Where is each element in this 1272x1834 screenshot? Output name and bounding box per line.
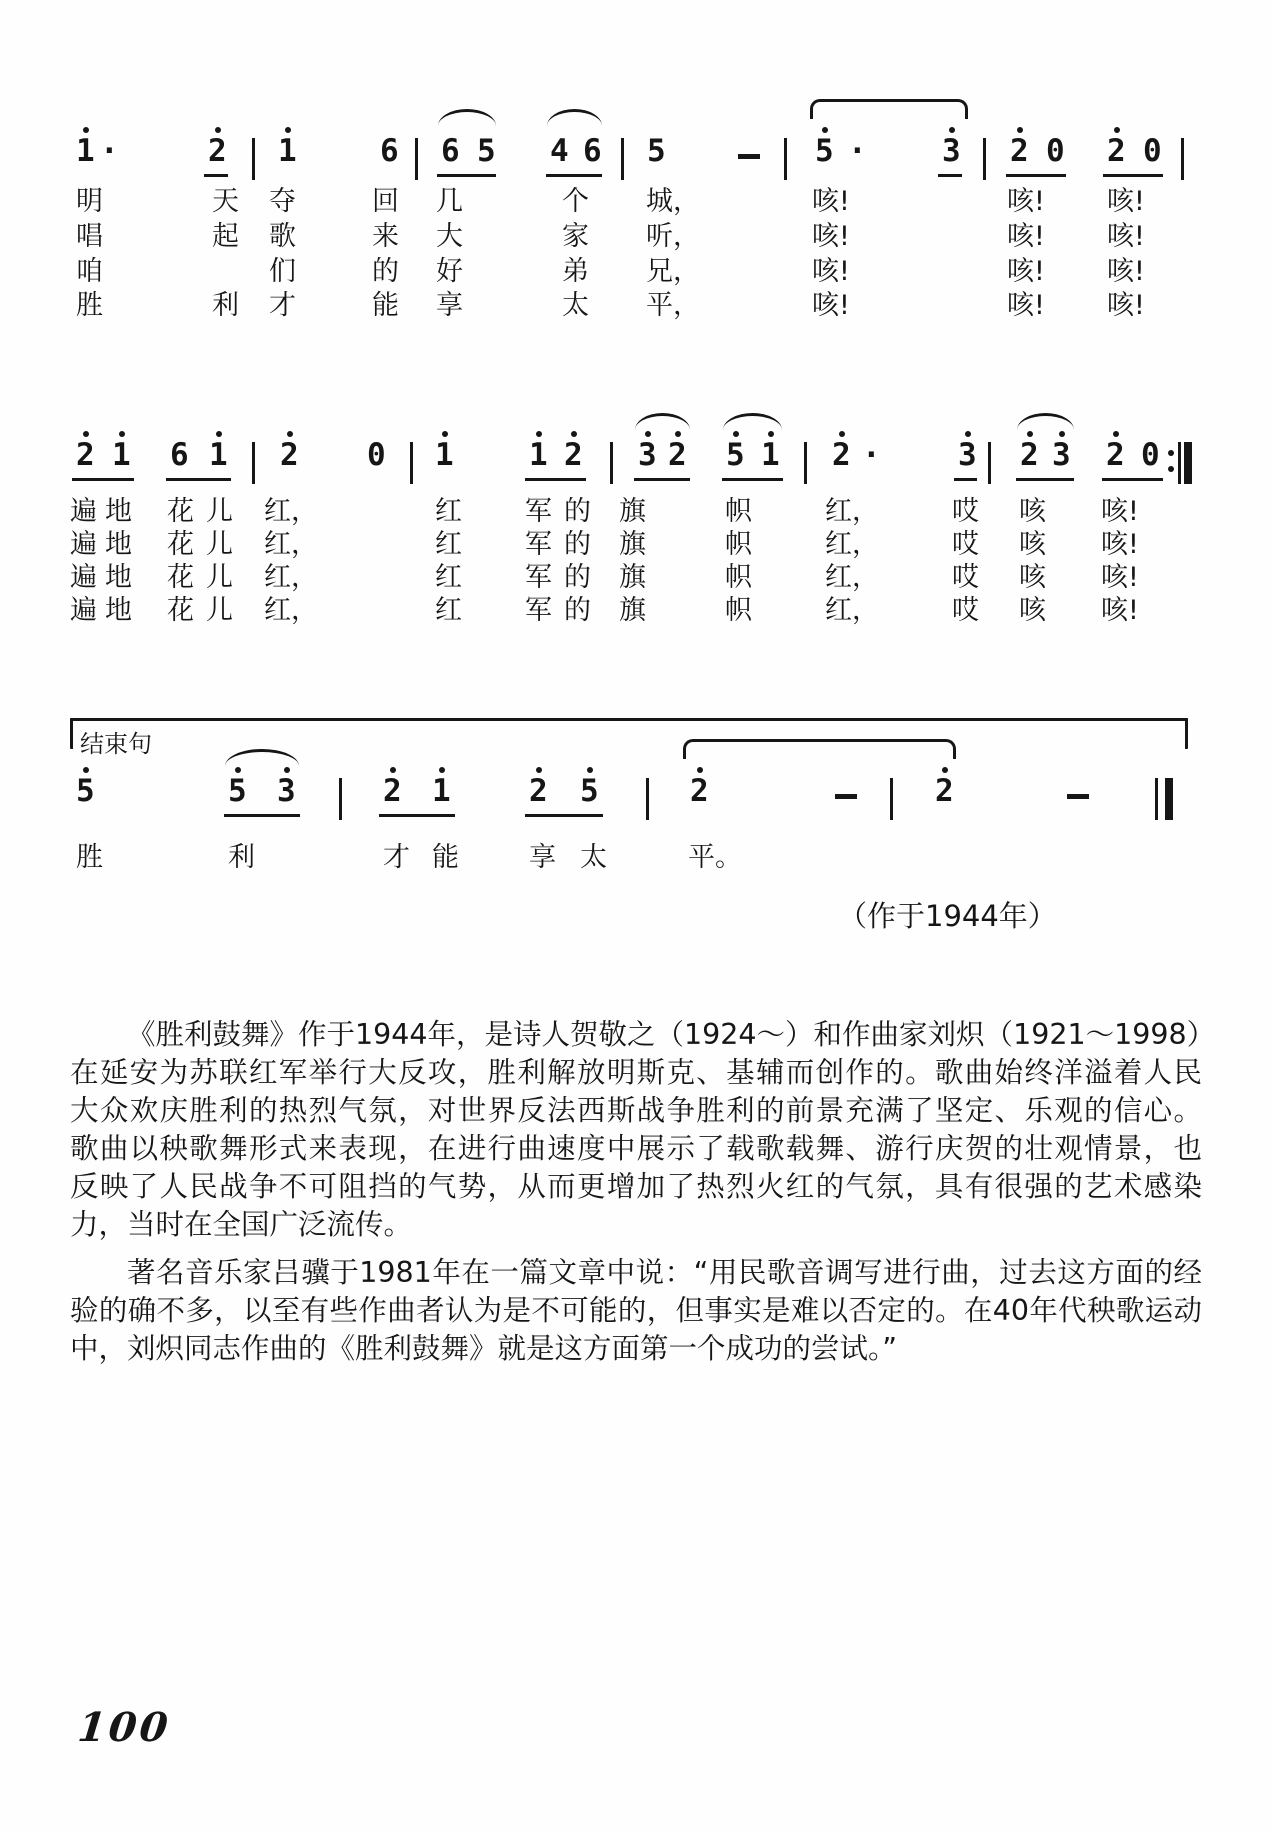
- lyric-syllable: 红，: [264, 529, 318, 560]
- augmentation-dot: ·: [100, 133, 119, 169]
- note-digit: 1: [76, 133, 95, 169]
- lyric-syllable: 旗: [619, 595, 646, 626]
- lyric-syllable: 胜: [76, 290, 103, 321]
- note-digit: 2: [280, 437, 299, 473]
- lyric-syllable: 帜: [725, 529, 752, 560]
- barline: [784, 138, 787, 180]
- lyric-syllable: 的: [564, 529, 591, 560]
- note-digit: 1: [432, 773, 451, 809]
- lyric-syllable: 的: [564, 595, 591, 626]
- repeat-barline-thick: [1184, 442, 1192, 484]
- note-digit: 0: [1141, 437, 1160, 473]
- octave-dot: [390, 767, 396, 773]
- lyric-syllable: 回: [372, 186, 399, 217]
- lyric-syllable: 平，: [646, 290, 700, 321]
- note-digit: 5: [76, 773, 95, 809]
- lyric-syllable: 个: [562, 186, 589, 217]
- lyric-syllable: 红: [435, 562, 462, 593]
- lyric-syllable: 军: [525, 595, 552, 626]
- beam-underline: [954, 478, 977, 481]
- lyric-syllable: 夺: [269, 186, 296, 217]
- octave-dot: [1059, 431, 1065, 437]
- paragraph-line: 中，刘炽同志作曲的《胜利鼓舞》就是这方面第一个成功的尝试。”: [70, 1332, 898, 1365]
- notation-line-ending: [0, 748, 1272, 844]
- repeat-barline-thin: [1178, 442, 1181, 484]
- dash-extension-note: [1067, 794, 1089, 799]
- octave-dot: [235, 767, 241, 773]
- lyric-syllable: 花: [167, 562, 194, 593]
- beam-underline: [525, 814, 603, 817]
- lyric-syllable: 享: [436, 290, 463, 321]
- lyric-syllable: 红，: [825, 529, 879, 560]
- note-digit: 1: [278, 133, 297, 169]
- paragraph-line: 验的确不多，以至有些作曲者认为是不可能的，但事实是难以否定的。在40年代秧歌运动: [70, 1294, 1202, 1327]
- lyric-syllable: 歌: [269, 221, 296, 252]
- barline: [610, 442, 613, 484]
- lyric-syllable: 儿: [206, 595, 233, 626]
- note-digit: 2: [564, 437, 583, 473]
- note-digit: 5: [580, 773, 599, 809]
- note-digit: 5: [477, 133, 496, 169]
- lyric-syllable: 旗: [619, 496, 646, 527]
- note-digit: 1: [761, 437, 780, 473]
- lyric-syllable: 好: [436, 256, 463, 287]
- lyric-syllable: 红: [435, 496, 462, 527]
- note-digit: 0: [1046, 133, 1065, 169]
- barline: [339, 778, 342, 820]
- lyric-syllable: 家: [562, 221, 589, 252]
- lyric-syllable: 平。: [688, 842, 742, 873]
- octave-dot: [439, 767, 445, 773]
- paragraph-line: 《胜利鼓舞》作于1944年，是诗人贺敬之（1924～）和作曲家刘炽（1921～1998）: [127, 1018, 1216, 1051]
- repeat-dot: [1168, 450, 1174, 456]
- note-digit: 6: [441, 133, 460, 169]
- note-digit: 4: [550, 133, 569, 169]
- note-digit: 3: [638, 437, 657, 473]
- lyric-syllable: 儿: [206, 562, 233, 593]
- lyric-syllable: 咳: [1019, 496, 1046, 527]
- lyric-syllable: 听，: [646, 221, 700, 252]
- note-digit: 5: [228, 773, 247, 809]
- repeat-dot: [1168, 466, 1174, 472]
- lyric-syllable: 旗: [619, 562, 646, 593]
- lyric-syllable: 城，: [646, 186, 700, 217]
- octave-dot: [768, 431, 774, 437]
- octave-dot: [216, 431, 222, 437]
- tie-bracket: [810, 99, 968, 119]
- barline: [646, 778, 649, 820]
- lyric-syllable: 几: [436, 186, 463, 217]
- lyric-syllable: 红，: [264, 562, 318, 593]
- lyric-syllable: 大: [436, 221, 463, 252]
- note-digit: 5: [726, 437, 745, 473]
- lyric-syllable: 花: [167, 529, 194, 560]
- lyric-syllable: 咳!: [1107, 290, 1145, 321]
- lyric-syllable: 的: [564, 496, 591, 527]
- note-digit: 2: [1107, 133, 1126, 169]
- note-digit: 6: [170, 437, 189, 473]
- note-digit: 1: [112, 437, 131, 473]
- lyric-syllable: 咳!: [1007, 290, 1045, 321]
- ending-section-bracket: [70, 718, 1188, 749]
- lyric-syllable: 利: [228, 842, 255, 873]
- note-digit: 2: [690, 773, 709, 809]
- octave-dot: [949, 127, 955, 133]
- lyric-syllable: 红，: [825, 562, 879, 593]
- paragraph-line: 在延安为苏联红军举行大反攻，胜利解放明斯克、基辅而创作的。歌曲始终洋溢着人民: [70, 1056, 1202, 1089]
- beam-underline: [722, 478, 783, 481]
- note-digit: 0: [367, 437, 386, 473]
- lyric-syllable: 咳!: [812, 186, 850, 217]
- lyric-syllable: 能: [432, 842, 459, 873]
- lyric-syllable: 唱: [76, 221, 103, 252]
- barline: [988, 442, 991, 484]
- note-digit: 2: [1010, 133, 1029, 169]
- lyric-syllable: 享: [529, 842, 556, 873]
- note-digit: 2: [668, 437, 687, 473]
- octave-dot: [536, 431, 542, 437]
- note-digit: 2: [208, 133, 227, 169]
- lyric-syllable: 儿: [206, 496, 233, 527]
- lyric-syllable: 明: [76, 186, 103, 217]
- lyric-syllable: 咳!: [1107, 221, 1145, 252]
- octave-dot: [1017, 127, 1023, 133]
- lyric-syllable: 哎: [952, 496, 979, 527]
- beam-underline: [166, 478, 231, 481]
- octave-dot: [1027, 431, 1033, 437]
- note-digit: 2: [529, 773, 548, 809]
- lyric-syllable: 红，: [825, 496, 879, 527]
- notation-line-2: [0, 412, 1272, 508]
- lyric-syllable: 能: [372, 290, 399, 321]
- paragraph-line: 反映了人民战争不可阻挡的气势，从而更增加了热烈火红的气氛，具有很强的艺术感染: [70, 1170, 1202, 1203]
- octave-dot: [942, 767, 948, 773]
- lyric-syllable: 们: [269, 256, 296, 287]
- octave-dot: [536, 767, 542, 773]
- lyric-syllable: 哎: [952, 529, 979, 560]
- lyric-syllable: 胜: [76, 842, 103, 873]
- slur-arc: [635, 413, 690, 430]
- octave-dot: [675, 431, 681, 437]
- lyric-syllable: 军: [525, 496, 552, 527]
- lyric-syllable: 咳: [1019, 595, 1046, 626]
- octave-dot: [83, 767, 89, 773]
- octave-dot: [284, 767, 290, 773]
- barline: [252, 442, 255, 484]
- page-number: 100: [75, 1704, 173, 1751]
- barline: [621, 138, 624, 180]
- note-digit: 5: [815, 133, 834, 169]
- lyric-syllable: 军: [525, 529, 552, 560]
- barline: [415, 138, 418, 180]
- ending-section-label: 结束句: [80, 730, 152, 758]
- octave-dot: [822, 127, 828, 133]
- beam-underline: [379, 814, 455, 817]
- lyric-syllable: 才: [269, 290, 296, 321]
- octave-dot: [83, 431, 89, 437]
- lyric-syllable: 的: [372, 256, 399, 287]
- beam-underline: [1006, 174, 1066, 177]
- final-barline-thick: [1165, 778, 1173, 820]
- augmentation-dot: ·: [862, 437, 881, 473]
- octave-dot: [733, 431, 739, 437]
- lyric-syllable: 咳!: [812, 290, 850, 321]
- lyric-syllable: 花: [167, 595, 194, 626]
- barline: [410, 442, 413, 484]
- note-digit: 0: [1143, 133, 1162, 169]
- lyric-syllable: 咳!: [812, 221, 850, 252]
- lyric-syllable: 地: [105, 595, 132, 626]
- augmentation-dot: ·: [848, 133, 867, 169]
- composition-date-note: （作于1944年）: [838, 899, 1057, 933]
- lyric-syllable: 咳!: [812, 256, 850, 287]
- lyric-syllable: 地: [105, 562, 132, 593]
- slur-arc: [723, 413, 782, 430]
- lyric-syllable: 的: [564, 562, 591, 593]
- octave-dot: [587, 767, 593, 773]
- note-digit: 2: [76, 437, 95, 473]
- octave-dot: [1114, 127, 1120, 133]
- lyric-syllable: 红: [435, 529, 462, 560]
- beam-underline: [546, 174, 602, 177]
- lyric-syllable: 遍: [70, 562, 97, 593]
- octave-dot: [119, 431, 125, 437]
- lyric-syllable: 才: [383, 842, 410, 873]
- lyric-syllable: 军: [525, 562, 552, 593]
- lyric-syllable: 遍: [70, 496, 97, 527]
- beam-underline: [1016, 478, 1074, 481]
- octave-dot: [965, 431, 971, 437]
- lyric-syllable: 咳: [1019, 562, 1046, 593]
- beam-underline: [1102, 478, 1163, 481]
- lyric-syllable: 遍: [70, 595, 97, 626]
- beam-underline: [437, 174, 496, 177]
- barline: [983, 138, 986, 180]
- octave-dot: [839, 431, 845, 437]
- lyric-syllable: 咳!: [1107, 186, 1145, 217]
- dash-extension-note: [738, 154, 760, 159]
- lyric-syllable: 咳!: [1007, 221, 1045, 252]
- commentary-paragraph-2: [70, 1254, 1202, 1368]
- note-digit: 3: [277, 773, 296, 809]
- note-digit: 3: [958, 437, 977, 473]
- paragraph-line: 大众欢庆胜利的热烈气氛，对世界反法西斯战争胜利的前景充满了坚定、乐观的信心。: [70, 1094, 1202, 1127]
- tie-bracket: [683, 739, 956, 759]
- note-digit: 2: [383, 773, 402, 809]
- dash-extension-note: [835, 794, 857, 799]
- lyric-syllable: 花: [167, 496, 194, 527]
- lyric-syllable: 太: [580, 842, 607, 873]
- beam-underline: [72, 478, 134, 481]
- slur-arc: [547, 109, 602, 126]
- lyric-syllable: 地: [105, 529, 132, 560]
- notation-line-1: [0, 108, 1272, 204]
- beam-underline: [525, 478, 586, 481]
- slur-arc: [438, 109, 496, 126]
- lyric-syllable: 兄，: [646, 256, 700, 287]
- octave-dot: [571, 431, 577, 437]
- lyric-syllable: 地: [105, 496, 132, 527]
- lyric-syllable: 儿: [206, 529, 233, 560]
- lyric-syllable: 帜: [725, 496, 752, 527]
- note-digit: 1: [209, 437, 228, 473]
- octave-dot: [215, 127, 221, 133]
- note-digit: 3: [1052, 437, 1071, 473]
- commentary-paragraph-1: [70, 1016, 1216, 1244]
- note-digit: 2: [935, 773, 954, 809]
- lyric-syllable: 哎: [952, 562, 979, 593]
- lyric-syllable: 太: [562, 290, 589, 321]
- lyric-syllable: 咳!: [1007, 256, 1045, 287]
- octave-dot: [83, 127, 89, 133]
- lyric-syllable: 咳!: [1101, 529, 1139, 560]
- note-digit: 3: [942, 133, 961, 169]
- barline: [804, 442, 807, 484]
- lyric-syllable: 来: [372, 221, 399, 252]
- lyric-syllable: 红，: [264, 496, 318, 527]
- lyric-syllable: 弟: [562, 256, 589, 287]
- lyric-syllable: 帜: [725, 595, 752, 626]
- lyric-syllable: 哎: [952, 595, 979, 626]
- octave-dot: [645, 431, 651, 437]
- paragraph-line: 力，当时在全国广泛流传。: [70, 1208, 413, 1241]
- beam-underline: [204, 174, 228, 177]
- lyric-syllable: 咳!: [1101, 562, 1139, 593]
- note-digit: 6: [380, 133, 399, 169]
- barline: [890, 778, 893, 820]
- note-digit: 2: [1106, 437, 1125, 473]
- paragraph-line: 著名音乐家吕骥于1981年在一篇文章中说：“用民歌音调写进行曲，过去这方面的经: [127, 1256, 1202, 1289]
- lyric-syllable: 红: [435, 595, 462, 626]
- octave-dot: [1113, 431, 1119, 437]
- slur-arc: [225, 749, 299, 766]
- lyric-syllable: 天: [212, 186, 239, 217]
- lyric-syllable: 咳!: [1007, 186, 1045, 217]
- octave-dot: [285, 127, 291, 133]
- lyric-syllable: 咳!: [1101, 595, 1139, 626]
- lyric-syllable: 帜: [725, 562, 752, 593]
- beam-underline: [634, 478, 690, 481]
- lyric-syllable: 咱: [76, 256, 103, 287]
- lyric-syllable: 旗: [619, 529, 646, 560]
- barline: [252, 138, 255, 180]
- beam-underline: [224, 814, 300, 817]
- lyric-syllable: 咳!: [1101, 496, 1139, 527]
- note-digit: 1: [529, 437, 548, 473]
- note-digit: 1: [435, 437, 454, 473]
- paragraph-line: 歌曲以秧歌舞形式来表现，在进行曲速度中展示了载歌载舞、游行庆贺的壮观情景，也: [70, 1132, 1202, 1165]
- lyric-syllable: 起: [212, 221, 239, 252]
- beam-underline: [1103, 174, 1163, 177]
- octave-dot: [442, 431, 448, 437]
- beam-underline: [938, 174, 962, 177]
- barline: [1181, 138, 1184, 180]
- note-digit: 6: [583, 133, 602, 169]
- lyric-syllable: 遍: [70, 529, 97, 560]
- lyric-syllable: 红，: [264, 595, 318, 626]
- lyric-syllable: 咳: [1019, 529, 1046, 560]
- lyric-syllable: 咳!: [1107, 256, 1145, 287]
- note-digit: 5: [647, 133, 666, 169]
- octave-dot: [287, 431, 293, 437]
- slur-arc: [1017, 413, 1074, 430]
- lyric-syllable: 利: [212, 290, 239, 321]
- octave-dot: [697, 767, 703, 773]
- note-digit: 2: [832, 437, 851, 473]
- final-barline-thin: [1155, 778, 1158, 820]
- note-digit: 2: [1020, 437, 1039, 473]
- lyric-syllable: 红，: [825, 595, 879, 626]
